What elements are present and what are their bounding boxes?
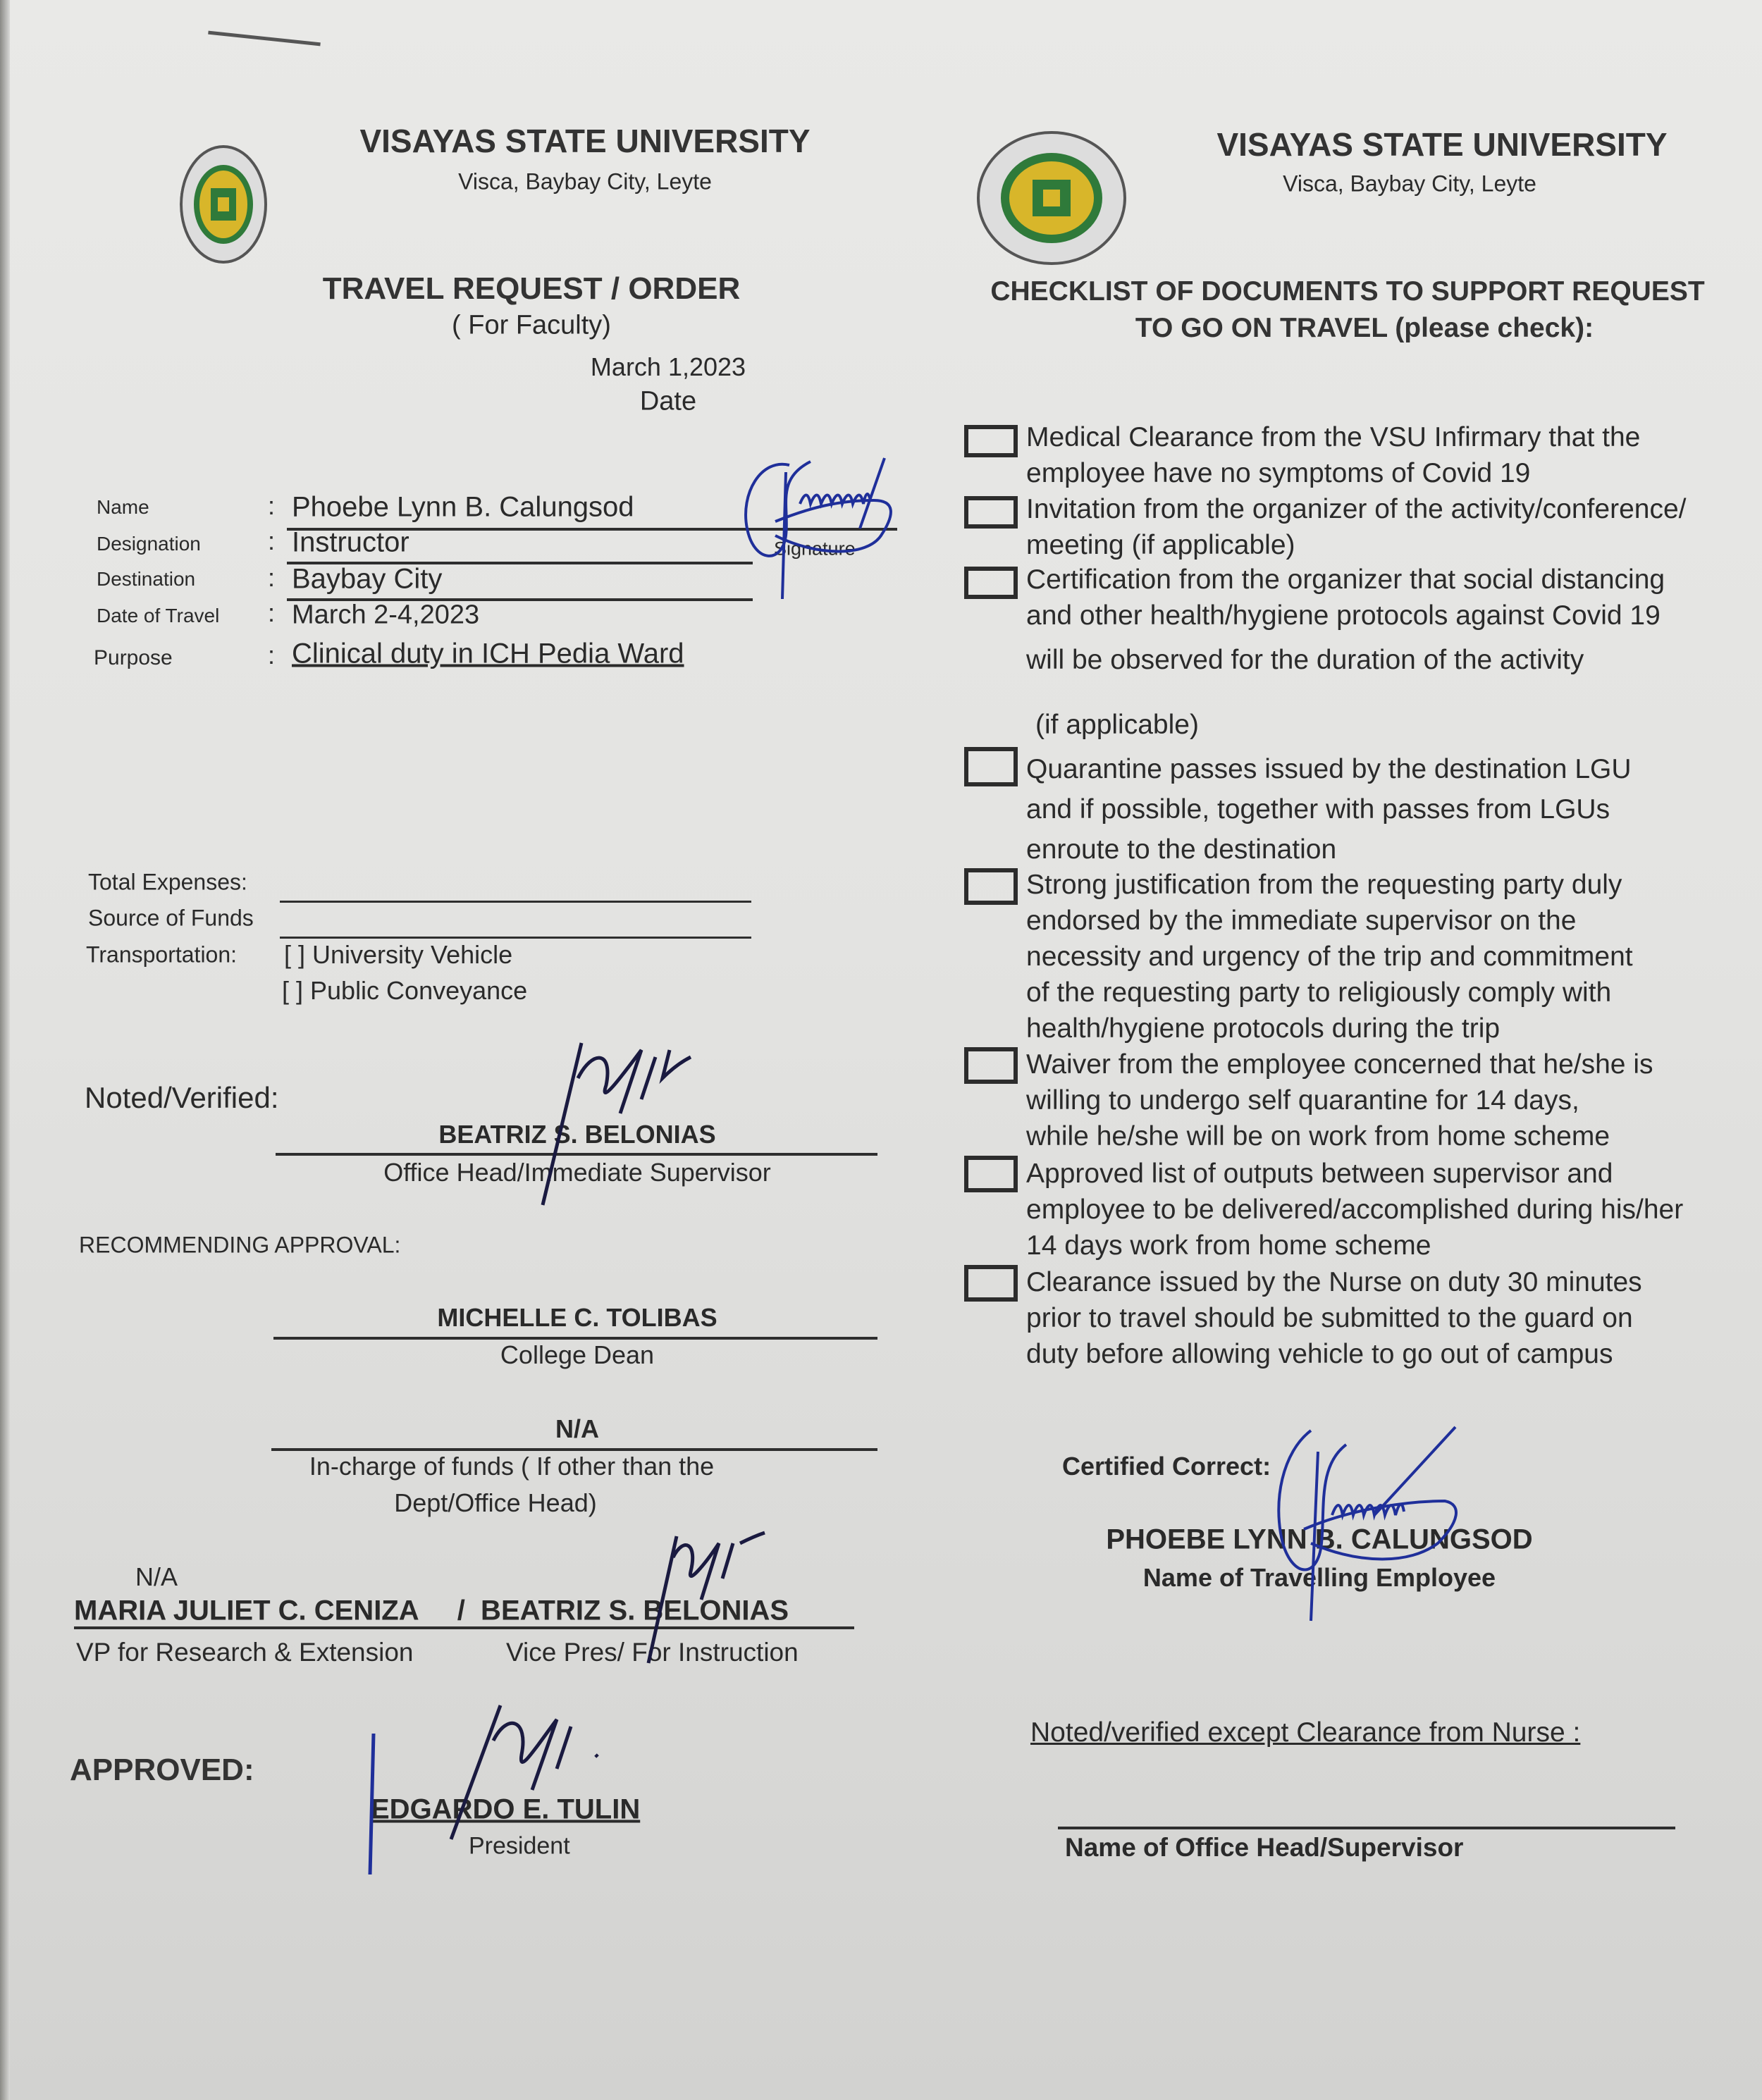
form-subtitle: ( For Faculty) [452, 310, 611, 340]
university-address-left: Visca, Baybay City, Leyte [458, 168, 712, 194]
source-of-funds-line [280, 937, 751, 939]
checkbox-quarantine-passes[interactable] [964, 747, 1018, 786]
item-line: enroute to the destination [1026, 834, 1337, 865]
colon: : [268, 641, 276, 669]
colon: : [268, 491, 276, 520]
funds-line [271, 1448, 877, 1451]
item-line: while he/she will be on work from home scheme [1026, 1121, 1610, 1151]
checklist-item-medical-clearance [1026, 419, 1640, 491]
university-address-right: Visca, Baybay City, Leyte [1283, 171, 1536, 197]
form-title: TRAVEL REQUEST / ORDER [322, 271, 741, 306]
checklist-item-waiver [1026, 1046, 1653, 1154]
field-label-date-of-travel: Date of Travel [97, 605, 220, 626]
funds-incharge-name: N/A [555, 1414, 599, 1443]
checkbox-certification[interactable] [964, 567, 1018, 599]
checklist-item-certification [1026, 562, 1665, 678]
vp-na: N/A [135, 1562, 178, 1591]
checkbox-medical-clearance[interactable] [964, 425, 1018, 457]
certified-correct-label: Certified Correct: [1062, 1452, 1271, 1481]
vp-line [74, 1626, 854, 1629]
dean-title: College Dean [500, 1340, 655, 1369]
noted-line [276, 1153, 877, 1156]
item-line: and if possible, together with passes from LGUs [1026, 794, 1610, 824]
checklist-title-2: TO GO ON TRAVEL (please check): [1135, 313, 1594, 343]
item-line: necessity and urgency of the trip and commitment [1026, 941, 1633, 972]
item-line: Clearance issued by the Nurse on duty 30 minutes [1026, 1267, 1642, 1297]
checklist-item-invitation [1026, 491, 1686, 563]
noted-verified-label: Noted/Verified: [85, 1081, 279, 1114]
checklist-item-strong-justification [1026, 867, 1633, 1046]
item-line: willing to undergo self quarantine for 14 days, [1026, 1085, 1579, 1116]
field-value-name: Phoebe Lynn B. Calungsod [292, 491, 634, 523]
funds-title-1: In-charge of funds ( If other than the [309, 1452, 715, 1481]
noted-title: Office Head/Immediate Supervisor [383, 1158, 771, 1187]
office-head-line [1058, 1827, 1675, 1829]
funds-title-2: Dept/Office Head) [394, 1488, 597, 1517]
checklist-title-1: CHECKLIST OF DOCUMENTS TO SUPPORT REQUEST [990, 276, 1705, 307]
checklist-item-nurse-clearance [1026, 1264, 1642, 1372]
option-public-conveyance[interactable]: [ ] Public Conveyance [282, 976, 528, 1005]
university-name-left: VISAYAS STATE UNIVERSITY [359, 123, 811, 159]
colon: : [268, 598, 276, 627]
item-line: employee have no symptoms of Covid 19 [1026, 458, 1531, 488]
checklist-item-approved-outputs [1026, 1156, 1683, 1264]
checkbox-approved-outputs[interactable] [964, 1156, 1018, 1192]
field-label-designation: Designation [97, 533, 201, 555]
page-edge-shadow [0, 0, 10, 2100]
item-line: Approved list of outputs between supervisor and [1026, 1159, 1613, 1189]
field-value-destination: Baybay City [292, 563, 443, 595]
item-line: Medical Clearance from the VSU Infirmary that the [1026, 422, 1641, 452]
university-name-right: VISAYAS STATE UNIVERSITY [1216, 126, 1668, 163]
vp-instruction-title: Vice Pres/ For Instruction [506, 1638, 799, 1667]
field-label-name: Name [97, 496, 149, 518]
item-line: meeting (if applicable) [1026, 530, 1295, 560]
if-applicable-note: (if applicable) [1035, 710, 1199, 740]
item-line: duty before allowing vehicle to go out of campus [1026, 1339, 1613, 1369]
noted-except-label: Noted/verified except Clearance from Nurse : [1030, 1717, 1581, 1748]
president-title: President [469, 1832, 570, 1860]
university-seal-left [180, 144, 268, 264]
item-line: prior to travel should be submitted to the guard on [1026, 1303, 1633, 1333]
checkbox-invitation[interactable] [964, 496, 1018, 529]
colon: : [268, 563, 276, 592]
staple-mark [208, 31, 321, 47]
colon: : [268, 526, 276, 555]
dean-line [273, 1337, 877, 1340]
employee-printed-name: PHOEBE LYNN B. CALUNGSOD [1106, 1524, 1533, 1555]
president-name: EDGARDO E. TULIN [371, 1793, 641, 1825]
item-line: Waiver from the employee concerned that he/she is [1026, 1049, 1653, 1080]
item-line: endorsed by the immediate supervisor on the [1026, 906, 1577, 936]
option-university-vehicle[interactable]: [ ] University Vehicle [284, 940, 513, 969]
field-value-designation: Instructor [292, 526, 409, 558]
noted-name: BEATRIZ S. BELONIAS [438, 1120, 716, 1149]
item-line: Strong justification from the requesting party duly [1026, 870, 1622, 900]
vp-names: MARIA JULIET C. CENIZA / BEATRIZ S. BELONIAS [74, 1595, 789, 1626]
item-line: of the requesting party to religiously comply with [1026, 977, 1612, 1008]
transportation-label: Transportation: [86, 941, 238, 968]
item-line: Invitation from the organizer of the activity/conference/ [1026, 494, 1687, 524]
field-label-purpose: Purpose [94, 646, 173, 669]
dean-name: MICHELLE C. TOLIBAS [437, 1303, 717, 1332]
university-seal-right [976, 130, 1128, 266]
request-date: March 1,2023 [590, 352, 746, 381]
field-value-date-of-travel: March 2-4,2023 [292, 600, 480, 630]
vp-research-title: VP for Research & Extension [76, 1638, 414, 1667]
item-line: health/hygiene protocols during the trip [1026, 1013, 1501, 1044]
item-line: employee to be delivered/accomplished during his/her [1026, 1194, 1684, 1225]
field-label-destination: Destination [97, 568, 196, 590]
total-expenses-line [280, 901, 751, 903]
item-line: and other health/hygiene protocols against Covid 19 [1026, 600, 1661, 631]
checkbox-strong-justification[interactable] [964, 868, 1018, 905]
employee-name-caption: Name of Travelling Employee [1142, 1563, 1496, 1592]
date-label: Date [639, 386, 697, 416]
office-head-caption: Name of Office Head/Supervisor [1065, 1833, 1464, 1862]
checkbox-waiver[interactable] [964, 1047, 1018, 1084]
item-line: will be observed for the duration of the activity [1026, 645, 1584, 675]
approved-label: APPROVED: [70, 1753, 254, 1787]
checklist-item-quarantine-passes [1026, 749, 1632, 870]
field-value-purpose: Clinical duty in ICH Pedia Ward [292, 638, 684, 669]
item-line: 14 days work from home scheme [1026, 1230, 1431, 1261]
signature-label: Signature [774, 538, 856, 560]
recommending-approval-label: RECOMMENDING APPROVAL: [79, 1232, 401, 1258]
item-line: Quarantine passes issued by the destination LGU [1026, 754, 1632, 784]
item-line: Certification from the organizer that social distancing [1026, 564, 1665, 595]
total-expenses-label: Total Expenses: [88, 869, 247, 895]
source-of-funds-label: Source of Funds [88, 905, 254, 931]
checkbox-nurse-clearance[interactable] [964, 1265, 1018, 1302]
